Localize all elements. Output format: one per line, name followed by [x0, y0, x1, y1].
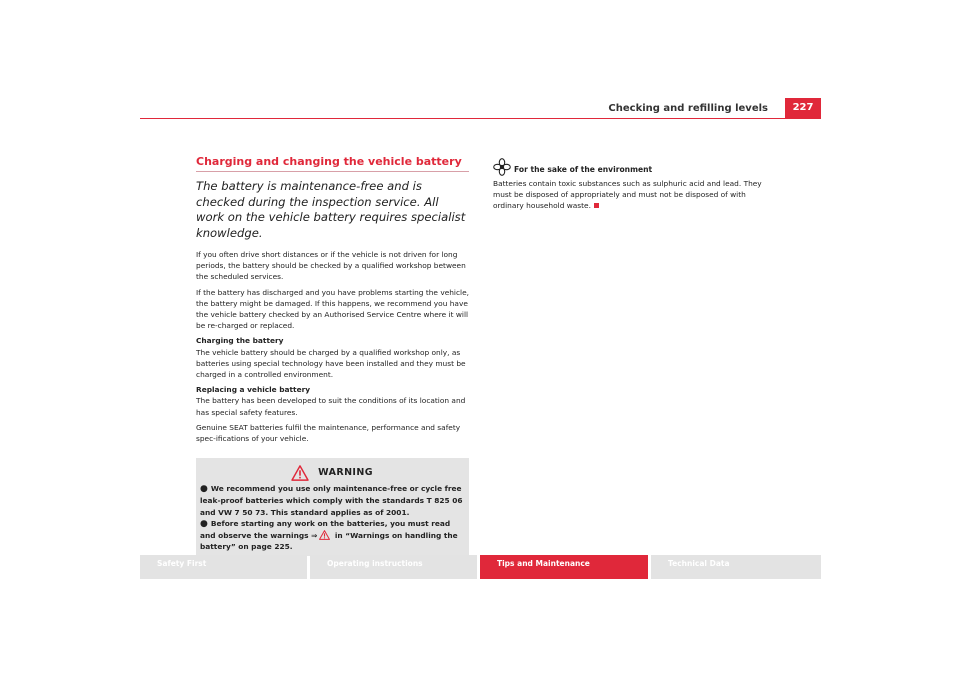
subheading-charging: Charging the battery: [196, 336, 284, 346]
warning-triangle-icon: [291, 465, 309, 481]
warning-label: WARNING: [318, 466, 373, 478]
tab-tips-and-maintenance[interactable]: Tips and Maintenance: [480, 555, 648, 579]
running-header-title: Checking and refilling levels: [608, 103, 768, 114]
bullet-icon: ●: [200, 484, 208, 495]
page-number: 227: [785, 98, 821, 118]
tab-safety-first[interactable]: Safety First: [140, 555, 307, 579]
section-title: Charging and changing the vehicle battery: [196, 155, 469, 172]
paragraph-charging: The vehicle battery should be charged by a qualified workshop only, as batteries using special technology have been installed and they must be charged in a controlled environment.: [196, 347, 466, 380]
header-divider: [140, 118, 821, 119]
tab-technical-data[interactable]: Technical Data: [651, 555, 821, 579]
paragraph-short-distances: If you often drive short distances or if the vehicle is not driven for long periods, the battery should be checked by a qualified workshop between the scheduled services.: [196, 250, 466, 282]
warning-header: [200, 461, 464, 483]
paragraph-replacing-2: Genuine SEAT batteries fulfil the maintenance, performance and safety spec-ifications of your vehicle.: [196, 422, 461, 444]
tab-operating-instructions[interactable]: Operating instructions: [310, 555, 477, 579]
bullet-icon: ●: [200, 518, 208, 529]
paragraph-discharged: If the battery has discharged and you have problems starting the vehicle, the battery might be damaged. If this happens, we recommend you have the vehicle battery checked by an Authorised Service Centre where it will be re-charged or replaced.: [196, 287, 469, 331]
subheading-replacing: Replacing a vehicle battery: [196, 385, 311, 395]
environment-header: [493, 161, 773, 175]
warning-item: [200, 518, 464, 553]
warning-box: [196, 458, 469, 556]
cross-reference-arrow[interactable]: ⇒: [311, 531, 318, 541]
environment-text: Batteries contain toxic substances such as sulphuric acid and lead. They must be disposed of appropriately and must not be disposed of with ordinary household waste.: [493, 179, 762, 211]
right-column: [493, 161, 773, 212]
section-intro: The battery is maintenance-free and is checked during the inspection service. All work on the vehicle battery requires specialist knowledge.: [196, 179, 466, 240]
paragraph-replacing-1: The battery has been developed to suit the conditions of its location and has special safety features.: [196, 396, 466, 417]
warning-item-text: We recommend you use only maintenance-free or cycle free leak-proof batteries which comply with the standards T 825 06 and VW 7 50 73. This standard applies as of 2001.: [200, 484, 463, 517]
warning-triangle-icon: [319, 530, 330, 540]
warning-item-text: Before starting any work on the batteries, you must read and observe the warnings: [200, 518, 451, 541]
cross-reference-text[interactable]: in “Warnings on handling the battery” on page 225.: [200, 531, 458, 552]
left-column: [196, 155, 469, 556]
warning-item: [200, 483, 464, 518]
environment-title: For the sake of the environment: [514, 165, 653, 174]
environment-flower-icon: [493, 158, 511, 176]
end-marker-icon: [594, 203, 599, 208]
